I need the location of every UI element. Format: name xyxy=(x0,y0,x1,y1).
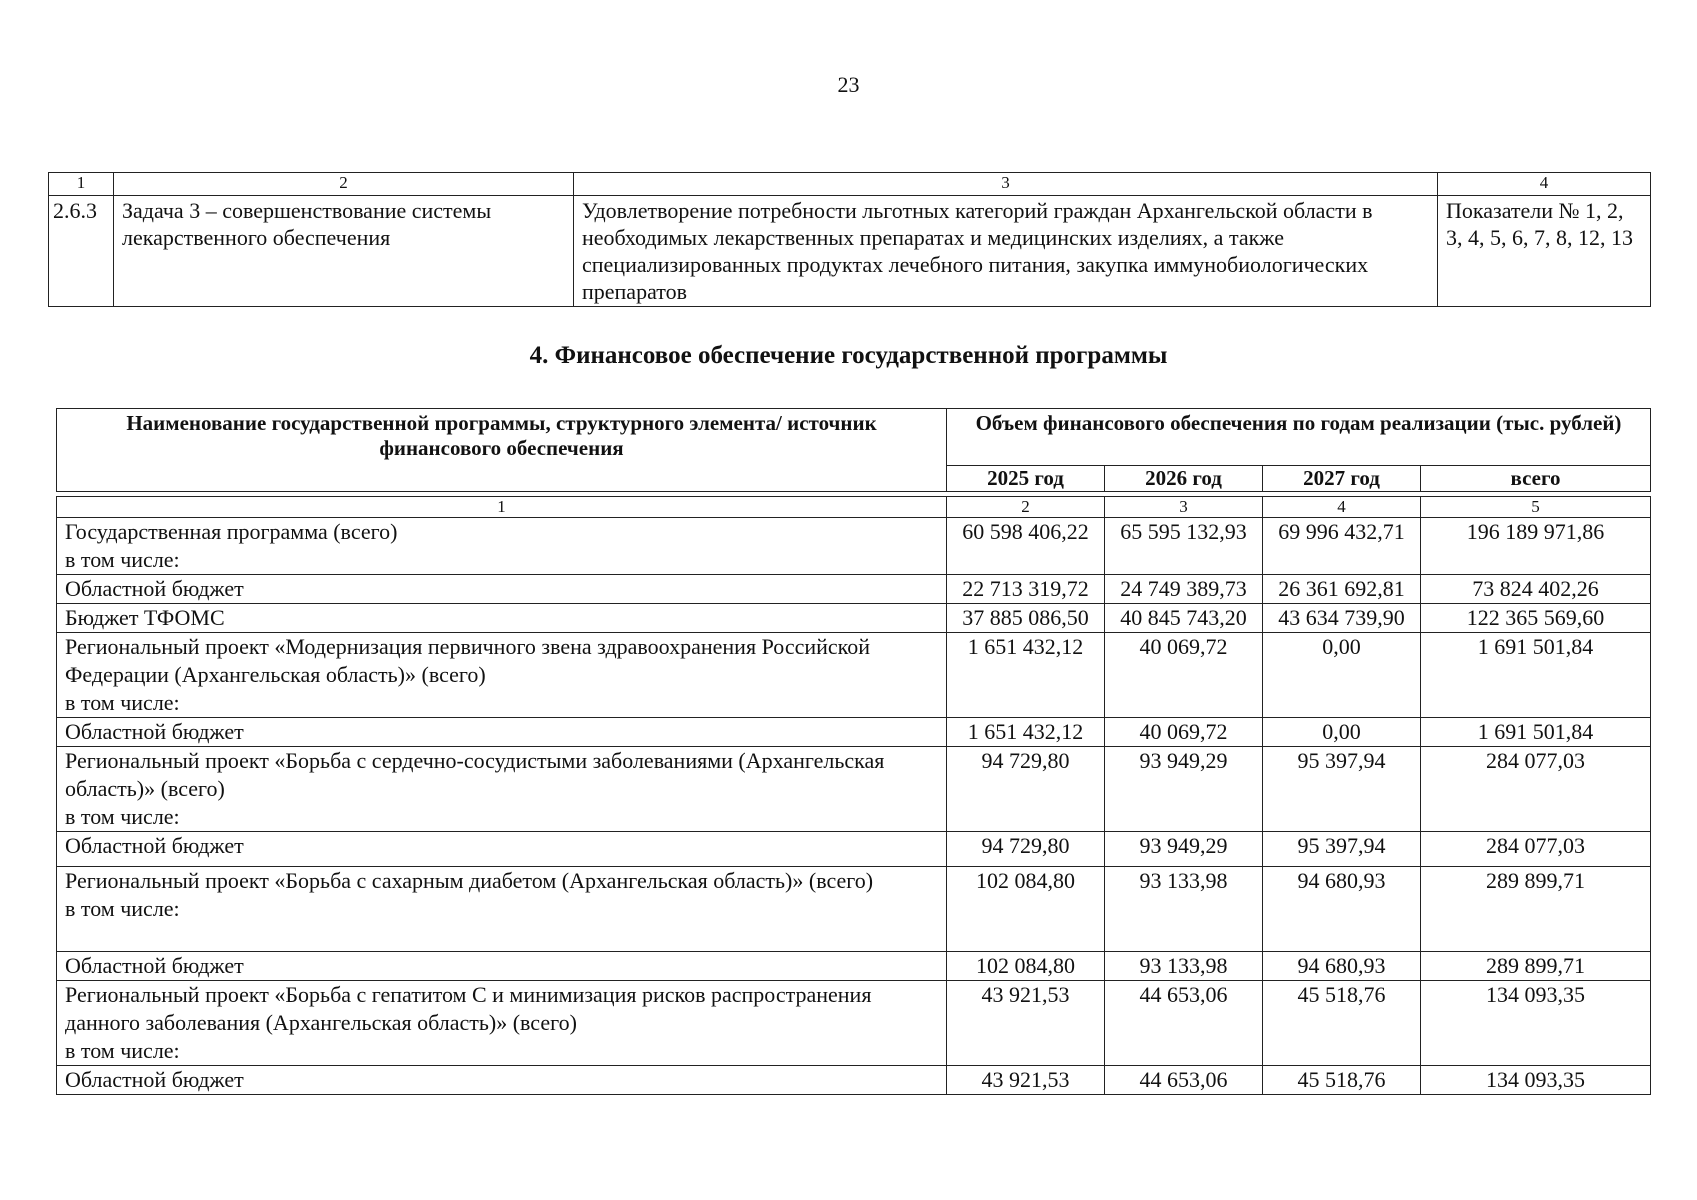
value-2027: 95 397,94 xyxy=(1263,747,1421,832)
header-total: всего xyxy=(1421,466,1651,492)
value-2026: 40 069,72 xyxy=(1105,633,1263,718)
value-total: 1 691 501,84 xyxy=(1421,633,1651,718)
table-row xyxy=(57,832,1651,867)
column-number-row xyxy=(49,173,1651,196)
value-2025: 94 729,80 xyxy=(947,832,1105,867)
value-2026: 93 949,29 xyxy=(1105,832,1263,867)
header-year-2026: 2026 год xyxy=(1105,466,1263,492)
header-name: Наименование государственной программы, структурного элемента/ источник финансового обеспечения xyxy=(57,409,947,492)
value-total: 134 093,35 xyxy=(1421,981,1651,1066)
column-number: 4 xyxy=(1263,497,1421,518)
task-number: 2.6.3 xyxy=(49,196,114,307)
value-2027: 0,00 xyxy=(1263,633,1421,718)
value-2027: 26 361 692,81 xyxy=(1263,575,1421,604)
value-2027: 45 518,76 xyxy=(1263,1066,1421,1095)
value-2026: 93 949,29 xyxy=(1105,747,1263,832)
row-name: Региональный проект «Модернизация первичного звена здравоохранения Российской Федерации (Архангельская область)» (всего) в том числе: xyxy=(57,633,947,718)
row-subtext: в том числе: xyxy=(65,896,180,921)
table-row xyxy=(57,604,1651,633)
value-2027: 69 996 432,71 xyxy=(1263,518,1421,575)
value-total: 289 899,71 xyxy=(1421,952,1651,981)
header-year-2027: 2027 год xyxy=(1263,466,1421,492)
column-number: 1 xyxy=(49,173,114,196)
row-name: Областной бюджет xyxy=(57,952,947,981)
column-number: 2 xyxy=(947,497,1105,518)
row-name: Региональный проект «Борьба с сердечно-сосудистыми заболеваниями (Архангельская область)» (всего) в том числе: xyxy=(57,747,947,832)
column-number: 4 xyxy=(1438,173,1651,196)
value-2025: 43 921,53 xyxy=(947,1066,1105,1095)
table-row xyxy=(57,981,1651,1066)
column-number: 3 xyxy=(574,173,1438,196)
value-2025: 43 921,53 xyxy=(947,981,1105,1066)
value-total: 284 077,03 xyxy=(1421,747,1651,832)
value-2026: 93 133,98 xyxy=(1105,867,1263,952)
value-total: 73 824 402,26 xyxy=(1421,575,1651,604)
table-row xyxy=(57,747,1651,832)
value-2027: 0,00 xyxy=(1263,718,1421,747)
header-year-2025: 2025 год xyxy=(947,466,1105,492)
tasks-table xyxy=(48,172,1651,307)
value-2027: 95 397,94 xyxy=(1263,832,1421,867)
table-row xyxy=(57,633,1651,718)
row-subtext: в том числе: xyxy=(65,1038,180,1063)
value-total: 122 365 569,60 xyxy=(1421,604,1651,633)
row-name: Государственная программа (всего) в том числе: xyxy=(57,518,947,575)
value-2025: 37 885 086,50 xyxy=(947,604,1105,633)
task-description: Удовлетворение потребности льготных категорий граждан Архангельской области в необходимых лекарственных препаратах и медицинских изделиях, а также специализированных продуктах лечебного питания, закупка иммунобиологических препаратов xyxy=(574,196,1438,307)
column-number: 2 xyxy=(114,173,574,196)
value-2027: 45 518,76 xyxy=(1263,981,1421,1066)
task-name: Задача 3 – совершенствование системы лекарственного обеспечения xyxy=(114,196,574,307)
table-row xyxy=(57,867,1651,952)
value-total: 289 899,71 xyxy=(1421,867,1651,952)
row-subtext: в том числе: xyxy=(65,804,180,829)
value-total: 196 189 971,86 xyxy=(1421,518,1651,575)
value-2025: 94 729,80 xyxy=(947,747,1105,832)
value-2025: 60 598 406,22 xyxy=(947,518,1105,575)
table-row xyxy=(57,518,1651,575)
value-2026: 44 653,06 xyxy=(1105,981,1263,1066)
value-total: 284 077,03 xyxy=(1421,832,1651,867)
column-number: 1 xyxy=(57,497,947,518)
task-row xyxy=(49,196,1651,307)
value-2026: 44 653,06 xyxy=(1105,1066,1263,1095)
value-2026: 93 133,98 xyxy=(1105,952,1263,981)
table-row xyxy=(57,575,1651,604)
value-2025: 1 651 432,12 xyxy=(947,633,1105,718)
value-2026: 40 845 743,20 xyxy=(1105,604,1263,633)
value-total: 1 691 501,84 xyxy=(1421,718,1651,747)
value-2025: 102 084,80 xyxy=(947,867,1105,952)
value-2025: 22 713 319,72 xyxy=(947,575,1105,604)
value-2027: 94 680,93 xyxy=(1263,867,1421,952)
row-name: Региональный проект «Борьба с гепатитом С и минимизация рисков распространения данного заболевания (Архангельская область)» (всего) в том числе: xyxy=(57,981,947,1066)
value-2025: 1 651 432,12 xyxy=(947,718,1105,747)
value-total: 134 093,35 xyxy=(1421,1066,1651,1095)
row-subtext: в том числе: xyxy=(65,547,180,572)
column-number: 5 xyxy=(1421,497,1651,518)
row-name: Региональный проект «Борьба с сахарным диабетом (Архангельская область)» (всего) в том числе: xyxy=(57,867,947,952)
row-name: Областной бюджет xyxy=(57,575,947,604)
header-volume: Объем финансового обеспечения по годам реализации (тыс. рублей) xyxy=(947,409,1651,466)
row-name: Областной бюджет xyxy=(57,1066,947,1095)
table-row xyxy=(57,718,1651,747)
value-2026: 65 595 132,93 xyxy=(1105,518,1263,575)
value-2026: 24 749 389,73 xyxy=(1105,575,1263,604)
finance-table xyxy=(56,496,1651,1095)
value-2025: 102 084,80 xyxy=(947,952,1105,981)
row-name: Бюджет ТФОМС xyxy=(57,604,947,633)
section-title: 4. Финансовое обеспечение государственной программы xyxy=(529,342,1168,369)
column-number: 3 xyxy=(1105,497,1263,518)
page-number: 23 xyxy=(837,72,860,97)
value-2027: 43 634 739,90 xyxy=(1263,604,1421,633)
column-number-row xyxy=(57,497,1651,518)
value-2027: 94 680,93 xyxy=(1263,952,1421,981)
table-row xyxy=(57,952,1651,981)
row-subtext: в том числе: xyxy=(65,690,180,715)
finance-table-header xyxy=(56,408,1651,492)
value-2026: 40 069,72 xyxy=(1105,718,1263,747)
row-name: Областной бюджет xyxy=(57,718,947,747)
row-name: Областной бюджет xyxy=(57,832,947,867)
task-indicators: Показатели № 1, 2, 3, 4, 5, 6, 7, 8, 12, 13 xyxy=(1438,196,1651,307)
table-row xyxy=(57,1066,1651,1095)
